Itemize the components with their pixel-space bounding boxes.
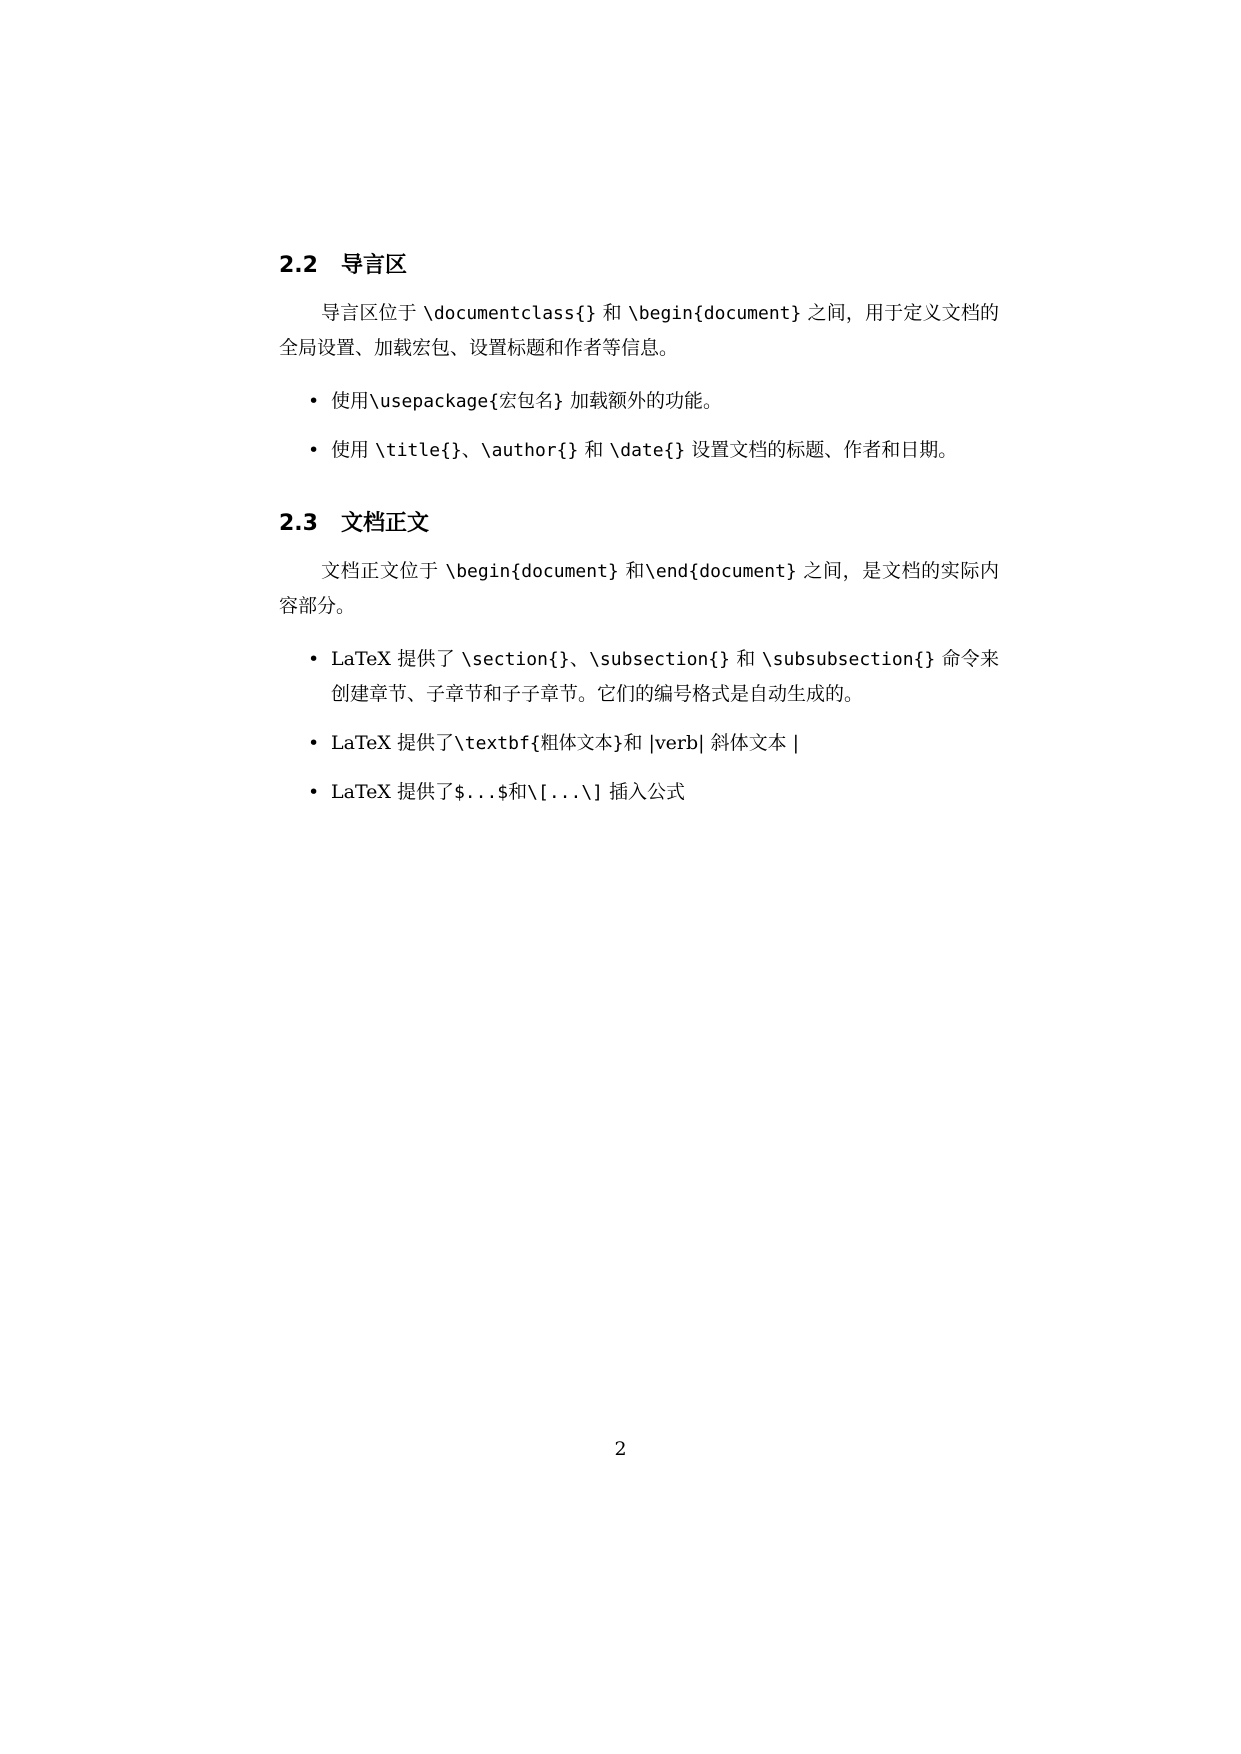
paragraph-text: 和 [618, 560, 646, 582]
section-title: 文档正文 [341, 511, 430, 536]
code-usepackage: \usepackage{宏包名} [369, 391, 564, 412]
code-author: \author{} [480, 440, 579, 461]
list-item-text: 命令来创建章节、子章节和子子章节。它们的编号格式是自动生成的。 [331, 648, 999, 705]
list-item [279, 433, 999, 468]
list-item-text: 加载额外的功能。 [563, 390, 722, 412]
list-item [279, 384, 999, 419]
code-documentclass: \documentclass{} [423, 303, 597, 324]
list-item-text: LaTeX 提供了 [331, 781, 454, 803]
section-title: 导言区 [341, 253, 408, 278]
list-item-text: 、 [569, 648, 590, 670]
list-item-text: 设置文档的标题、作者和日期。 [685, 439, 958, 461]
paragraph-text: 之间，是文档的实际内容部分。 [279, 560, 999, 617]
section-2-3-bullet-list [279, 642, 999, 810]
bullet-icon: • [308, 781, 320, 803]
list-item-text: 和 |verb| 斜体文本 | [623, 732, 800, 754]
list-item-text: 、 [461, 439, 481, 461]
code-subsection: \subsection{} [589, 649, 730, 670]
bullet-icon: • [308, 732, 320, 754]
code-section: \section{} [461, 649, 570, 670]
code-title: \title{} [375, 440, 462, 461]
list-item [279, 642, 999, 712]
section-heading-2-3 [279, 508, 999, 540]
section-2-3-paragraph [279, 554, 999, 624]
bullet-icon: • [308, 439, 320, 461]
section-2-2-bullet-list [279, 384, 999, 468]
section-number: 2.3 [279, 511, 318, 536]
list-item-text: LaTeX 提供了 [331, 648, 462, 670]
code-inline-math: $...$ [453, 782, 509, 803]
section-2-2-paragraph [279, 296, 999, 366]
list-item-text: 插入公式 [603, 781, 686, 803]
code-textbf: \textbf{粗体文本} [453, 733, 624, 754]
section-number: 2.2 [279, 253, 318, 278]
code-end-document: \end{document} [645, 561, 797, 582]
code-begin-document: \begin{document} [627, 303, 802, 324]
page-number: 2 [614, 1438, 627, 1460]
paragraph-text: 和 [596, 302, 628, 324]
paragraph-text: 导言区位于 [321, 302, 423, 324]
page-content [279, 250, 999, 824]
list-item-text: 使用 [331, 390, 370, 412]
code-begin-document: \begin{document} [445, 561, 619, 582]
code-subsubsection: \subsubsection{} [761, 649, 936, 670]
list-item-text: LaTeX 提供了 [331, 732, 454, 754]
bullet-icon: • [308, 648, 320, 670]
list-item-text: 和 [729, 648, 762, 670]
list-item-text: 使用 [331, 439, 376, 461]
list-item-text: 和 [508, 781, 528, 803]
list-item [279, 775, 999, 810]
paragraph-text: 文档正文位于 [321, 560, 446, 582]
section-heading-2-2 [279, 250, 999, 282]
code-display-math: \[...\] [527, 782, 604, 803]
list-item-text: 和 [578, 439, 610, 461]
bullet-icon: • [308, 390, 320, 412]
list-item [279, 726, 999, 761]
code-date: \date{} [609, 440, 686, 461]
paragraph-text: 之间，用于定义文档的全局设置、加载宏包、设置标题和作者等信息。 [279, 302, 999, 359]
